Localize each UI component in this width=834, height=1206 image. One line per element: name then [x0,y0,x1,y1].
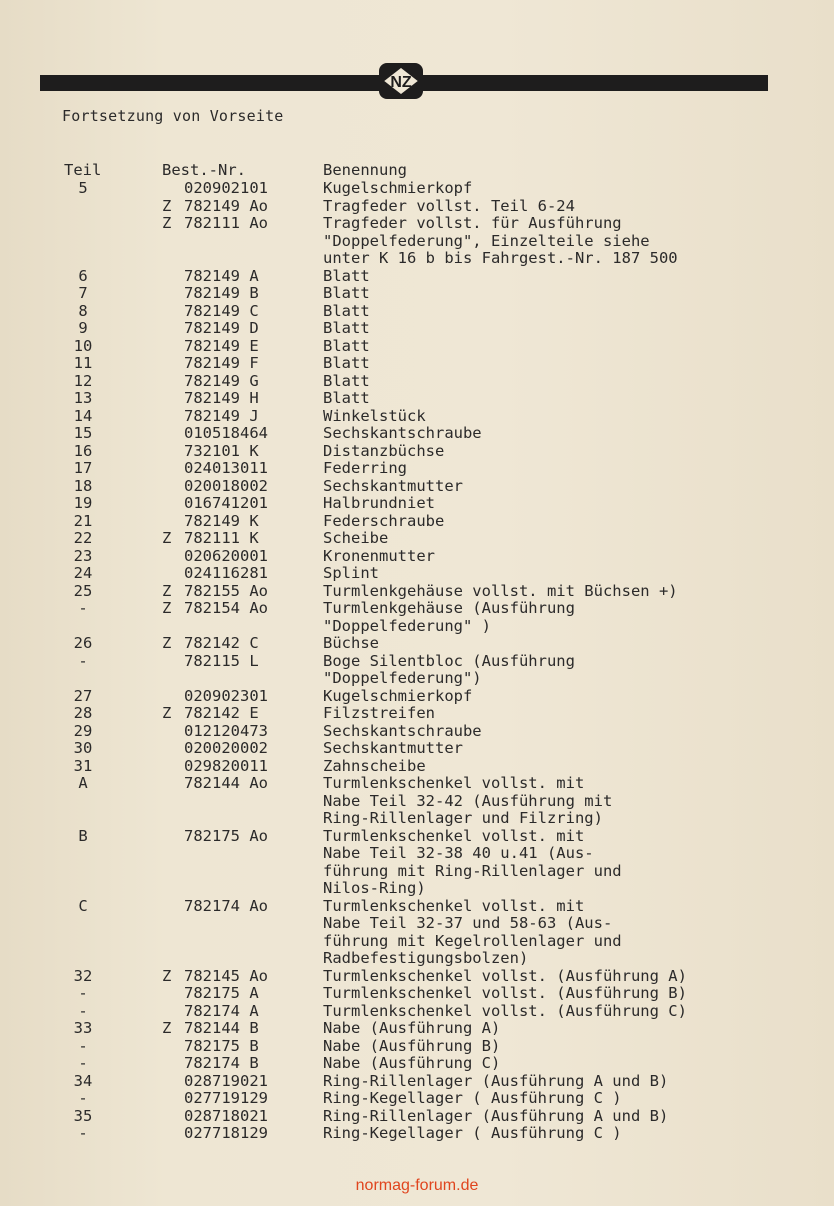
cell-benennung: Nabe (Ausführung B) [323,1036,501,1055]
cell-benennung: Blatt [323,301,370,320]
cell-z-marker: Z [162,1019,172,1037]
cell-benennung: Büchse [323,634,379,652]
cell-benennung: Distanzbüchse [323,441,445,460]
cell-best-nr: 020018002 [184,476,268,495]
cell-best-nr: 010518464 [184,424,268,442]
cell-best-nr: 027718129 [184,1124,268,1142]
column-header-teil: Teil [64,161,102,179]
cell-teil: 28 [73,704,93,722]
cell-benennung: Ring-Rillenlager (Ausführung A und B) [323,1071,669,1090]
svg-text:NZ: NZ [390,74,412,91]
cell-benennung: Boge Silentbloc (Ausführung [323,651,575,670]
cell-teil: 25 [73,581,93,600]
column-header-best-nr: Best.-Nr. [162,161,246,179]
cell-teil: - [78,651,88,670]
cell-benennung: Turmlenkschenkel vollst. (Ausführung A) [323,966,687,985]
cell-benennung: Blatt [323,389,370,407]
cell-best-nr: 020620001 [184,546,268,565]
cell-benennung: Splint [323,564,379,582]
cell-best-nr: 020020002 [184,739,268,757]
cell-benennung: Kugelschmierkopf [323,179,473,197]
cell-benennung: Nilos-Ring) [323,879,426,897]
cell-teil: 29 [73,721,93,740]
cell-best-nr: 782149 E [184,336,259,355]
cell-teil: 31 [73,756,93,775]
cell-benennung: Federschraube [323,511,445,530]
cell-z-marker: Z [162,196,172,215]
cell-best-nr: 782154 Ao [184,599,268,617]
cell-benennung: Ring-Rillenlager und Filzring) [323,809,603,827]
cell-benennung: führung mit Ring-Rillenlager und [323,861,622,880]
cell-best-nr: 782149 Ao [184,196,268,215]
cell-benennung: führung mit Kegelrollenlager und [323,931,622,950]
cell-best-nr: 732101 K [184,441,259,460]
cell-teil: - [78,1001,88,1020]
cell-benennung: Halbrundniet [323,494,435,512]
cell-best-nr: 782144 Ao [184,774,268,792]
cell-benennung: Blatt [323,371,370,390]
cell-z-marker: Z [162,529,172,547]
cell-teil: 27 [73,686,93,705]
cell-z-marker: Z [162,634,172,652]
cell-best-nr: 782142 C [184,634,259,652]
cell-teil: 32 [73,966,93,985]
cell-teil: 7 [78,284,88,302]
cell-benennung: Nabe (Ausführung C) [323,1054,501,1072]
cell-benennung: Blatt [323,354,370,372]
cell-teil: 18 [73,476,93,495]
cell-benennung: Nabe (Ausführung A) [323,1019,501,1037]
cell-best-nr: 024013011 [184,459,268,477]
cell-benennung: Ring-Kegellager ( Ausführung C ) [323,1089,622,1107]
cell-teil: 22 [73,529,93,547]
cell-best-nr: 782115 L [184,651,259,670]
cell-teil: - [78,1124,88,1142]
cell-z-marker: Z [162,599,172,617]
cell-best-nr: 782149 G [184,371,259,390]
cell-teil: B [78,826,88,845]
cell-teil: 10 [73,336,93,355]
cell-teil: 34 [73,1071,93,1090]
cell-teil: 17 [73,459,93,477]
cell-benennung: Ring-Kegellager ( Ausführung C ) [323,1124,622,1142]
cell-z-marker: Z [162,214,172,232]
cell-best-nr: 782142 E [184,704,259,722]
cell-teil: 15 [73,424,93,442]
cell-best-nr: 782145 Ao [184,966,268,985]
cell-teil: - [78,1054,88,1072]
cell-best-nr: 782149 B [184,284,259,302]
cell-best-nr: 028719021 [184,1071,268,1090]
cell-best-nr: 782155 Ao [184,581,268,600]
cell-benennung: Turmlenkschenkel vollst. mit [323,774,585,792]
cell-teil: 12 [73,371,93,390]
cell-teil: 13 [73,389,93,407]
cell-best-nr: 012120473 [184,721,268,740]
cell-benennung: Ring-Rillenlager (Ausführung A und B) [323,1106,669,1125]
cell-best-nr: 782111 K [184,529,259,547]
cell-best-nr: 782149 H [184,389,259,407]
footer-watermark: normag-forum.de [355,1177,479,1194]
cell-teil: 5 [78,179,88,197]
cell-benennung: unter K 16 b bis Fahrgest.-Nr. 187 500 [323,249,678,267]
cell-benennung: Sechskantschraube [323,721,482,740]
nz-logo-mark [381,65,421,97]
cell-benennung: Tragfeder vollst. für Ausführung [323,214,622,232]
page-subtitle: Fortsetzung von Vorseite [62,107,284,125]
cell-best-nr: 782175 A [184,984,259,1002]
cell-best-nr: 782144 B [184,1019,259,1037]
cell-best-nr: 782174 B [184,1054,259,1072]
cell-best-nr: 782149 A [184,266,259,285]
cell-benennung: Zahnscheibe [323,756,426,775]
cell-teil: 9 [78,319,88,337]
cell-benennung: Sechskantmutter [323,476,463,495]
cell-teil: 8 [78,301,88,320]
cell-best-nr: 782149 D [184,319,259,337]
cell-teil: 19 [73,494,93,512]
cell-benennung: Sechskantschraube [323,424,482,442]
cell-teil: A [78,774,88,792]
cell-benennung: Turmlenkschenkel vollst. mit [323,896,585,915]
cell-best-nr: 020902301 [184,686,268,705]
cell-best-nr: 782111 Ao [184,214,268,232]
cell-benennung: Blatt [323,336,370,355]
cell-benennung: Tragfeder vollst. Teil 6-24 [323,196,575,215]
cell-teil: 16 [73,441,93,460]
cell-teil: 14 [73,406,93,425]
table-header [0,161,407,180]
cell-benennung: Turmlenkschenkel vollst. (Ausführung C) [323,1001,687,1020]
cell-best-nr: 782149 K [184,511,259,530]
cell-benennung: "Doppelfederung" ) [323,616,491,635]
cell-z-marker: Z [162,581,172,600]
cell-best-nr: 020902101 [184,179,268,197]
cell-teil: 11 [73,354,93,372]
cell-teil: 23 [73,546,93,565]
cell-teil: - [78,599,88,617]
cell-benennung: "Doppelfederung", Einzelteile siehe [323,231,650,250]
cell-teil: 6 [78,266,88,285]
column-header-benennung: Benennung [323,161,407,179]
cell-best-nr: 024116281 [184,564,268,582]
cell-best-nr: 029820011 [184,756,268,775]
cell-benennung: Kugelschmierkopf [323,686,473,705]
cell-best-nr: 782175 Ao [184,826,268,845]
cell-benennung: Scheibe [323,529,389,547]
cell-benennung: Winkelstück [323,406,426,425]
cell-best-nr: 028718021 [184,1106,268,1125]
cell-teil: 33 [73,1019,93,1037]
cell-benennung: Blatt [323,284,370,302]
cell-best-nr: 027719129 [184,1089,268,1107]
cell-teil: - [78,1036,88,1055]
cell-z-marker: Z [162,966,172,985]
cell-teil: C [78,896,88,915]
nz-logo [379,63,423,99]
cell-teil: 35 [73,1106,93,1125]
cell-best-nr: 782149 J [184,406,259,425]
cell-teil: 24 [73,564,93,582]
cell-z-marker: Z [162,704,172,722]
cell-benennung: Kronenmutter [323,546,435,565]
cell-benennung: Turmlenkschenkel vollst. mit [323,826,585,845]
cell-benennung: Nabe Teil 32-37 und 58-63 (Aus- [323,914,613,932]
cell-benennung: Nabe Teil 32-42 (Ausführung mit [323,791,613,810]
cell-best-nr: 782149 F [184,354,259,372]
cell-best-nr: 016741201 [184,494,268,512]
cell-teil: - [78,984,88,1002]
cell-best-nr: 782174 Ao [184,896,268,915]
cell-teil: 26 [73,634,93,652]
cell-teil: 30 [73,739,93,757]
cell-benennung: Sechskantmutter [323,739,463,757]
cell-benennung: Nabe Teil 32-38 40 u.41 (Aus- [323,844,594,862]
cell-teil: 21 [73,511,93,530]
cell-benennung: "Doppelfederung") [323,669,482,687]
cell-best-nr: 782175 B [184,1036,259,1055]
cell-teil: - [78,1089,88,1107]
cell-benennung: Blatt [323,319,370,337]
cell-benennung: Radbefestigungsbolzen) [323,949,529,967]
cell-benennung: Turmlenkgehäuse vollst. mit Büchsen +) [323,581,678,600]
cell-benennung: Turmlenkgehäuse (Ausführung [323,599,575,617]
cell-best-nr: 782149 C [184,301,259,320]
cell-benennung: Filzstreifen [323,704,435,722]
cell-benennung: Turmlenkschenkel vollst. (Ausführung B) [323,984,687,1002]
cell-benennung: Federring [323,459,407,477]
cell-best-nr: 782174 A [184,1001,259,1020]
cell-benennung: Blatt [323,266,370,285]
